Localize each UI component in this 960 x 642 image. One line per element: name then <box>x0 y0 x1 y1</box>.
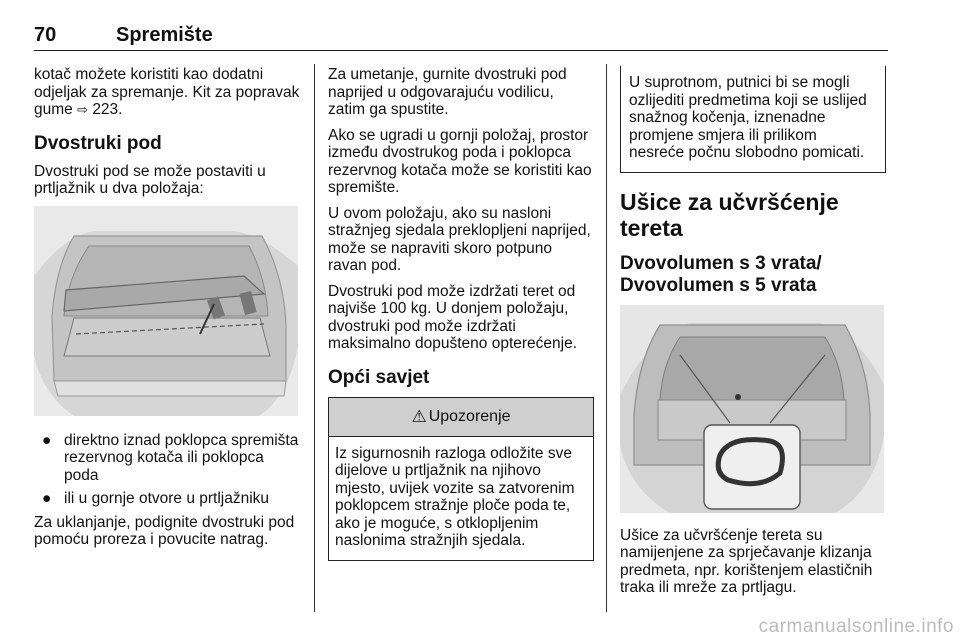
page-header <box>34 22 888 51</box>
flat-floor-paragraph: U ovom položaju, ako su nasloni stražnjeg sjedala preklopljeni naprijed, može se napraviti skoro potpuno ravan pod. <box>328 204 591 274</box>
tie-down-illustration-svg <box>620 305 884 513</box>
intro-text: kotač možete koristiti kao dodatni odjeljak za spremanje. Kit za popravak gume <box>34 66 300 118</box>
trunk-double-floor-illustration <box>34 206 298 416</box>
section-heading-double-floor: Dvostruki pod <box>34 132 162 154</box>
page-ref-arrow-icon: ⇨ <box>77 102 88 117</box>
page-number: 70 <box>34 24 57 46</box>
warning-body: Iz sigurnosnih razloga odložite sve dijelove u prtljažnik na njihovo mjesto, uvijek vozite sa zatvorenim poklopcem stražnje ploče poda te, ako je moguće, s otklopljenim naslonima stražnjih sjedala. <box>335 444 575 549</box>
section-heading-general-advice: Opći savjet <box>328 366 430 388</box>
removal-paragraph: Za uklanjanje, podignite dvostruki pod pomoću proreza i povucite natrag. <box>34 513 295 548</box>
column-2 <box>328 66 594 561</box>
warning-continuation-box: U suprotnom, putnici bi se mogli ozlijediti predmetima koji se uslijed snažnog kočenja, iznenadne promjene smjera ili prilikom nesreće počnu slobodno pomicati. <box>620 66 886 173</box>
page-ref-link[interactable]: 223. <box>92 101 123 118</box>
insert-paragraph: Za umetanje, gurnite dvostruki pod naprijed u odgovarajuću vodilicu, zatim ga spustite. <box>328 66 567 118</box>
warning-triangle-icon: ⚠ <box>411 406 427 426</box>
page-section-title: Spremište <box>116 24 213 46</box>
warning-header <box>329 398 593 437</box>
position-list <box>34 432 302 508</box>
tie-down-eye-illustration <box>620 305 884 513</box>
section-heading-tie-down-eyes: Ušice za učvršćenje tereta <box>620 188 839 241</box>
warning-title: Upozorenje <box>428 407 511 425</box>
upper-position-paragraph: Ako se ugradi u gornji položaj, prostor između dvostrukog poda i poklopca rezervnog kotača može se koristiti kao spremište. <box>328 126 592 196</box>
column-3 <box>620 66 886 605</box>
trunk-illustration-svg <box>34 206 298 416</box>
column-divider <box>314 64 315 612</box>
load-capacity-paragraph: Dvostruki pod može izdržati teret od najviše 100 kg. U donjem položaju, dvostruki pod može izdržati maksimalno dopušteno opterećenje. <box>328 282 578 352</box>
column-divider <box>606 64 607 612</box>
tie-down-description: Ušice za učvršćenje tereta su namijenjene za sprječavanje klizanja predmeta, npr. korištenjem elastičnih traka ili mreže za prtljagu. <box>620 526 873 596</box>
double-floor-intro: Dvostruki pod se može postaviti u prtljažnik u dva položaja: <box>34 162 266 197</box>
list-item: ● direktno iznad poklopca spremišta rezervnog kotača ili poklopca poda <box>42 431 299 484</box>
column-1 <box>34 66 302 557</box>
intro-paragraph <box>34 66 302 119</box>
watermark: carmanualsonline.info <box>758 616 954 637</box>
subheading-hatchback: Dvovolumen s 3 vrata/ Dvovolumen s 5 vrata <box>620 252 822 296</box>
list-item: ● ili u gornje otvore u prtljažniku <box>42 490 270 507</box>
warning-box <box>328 397 594 561</box>
